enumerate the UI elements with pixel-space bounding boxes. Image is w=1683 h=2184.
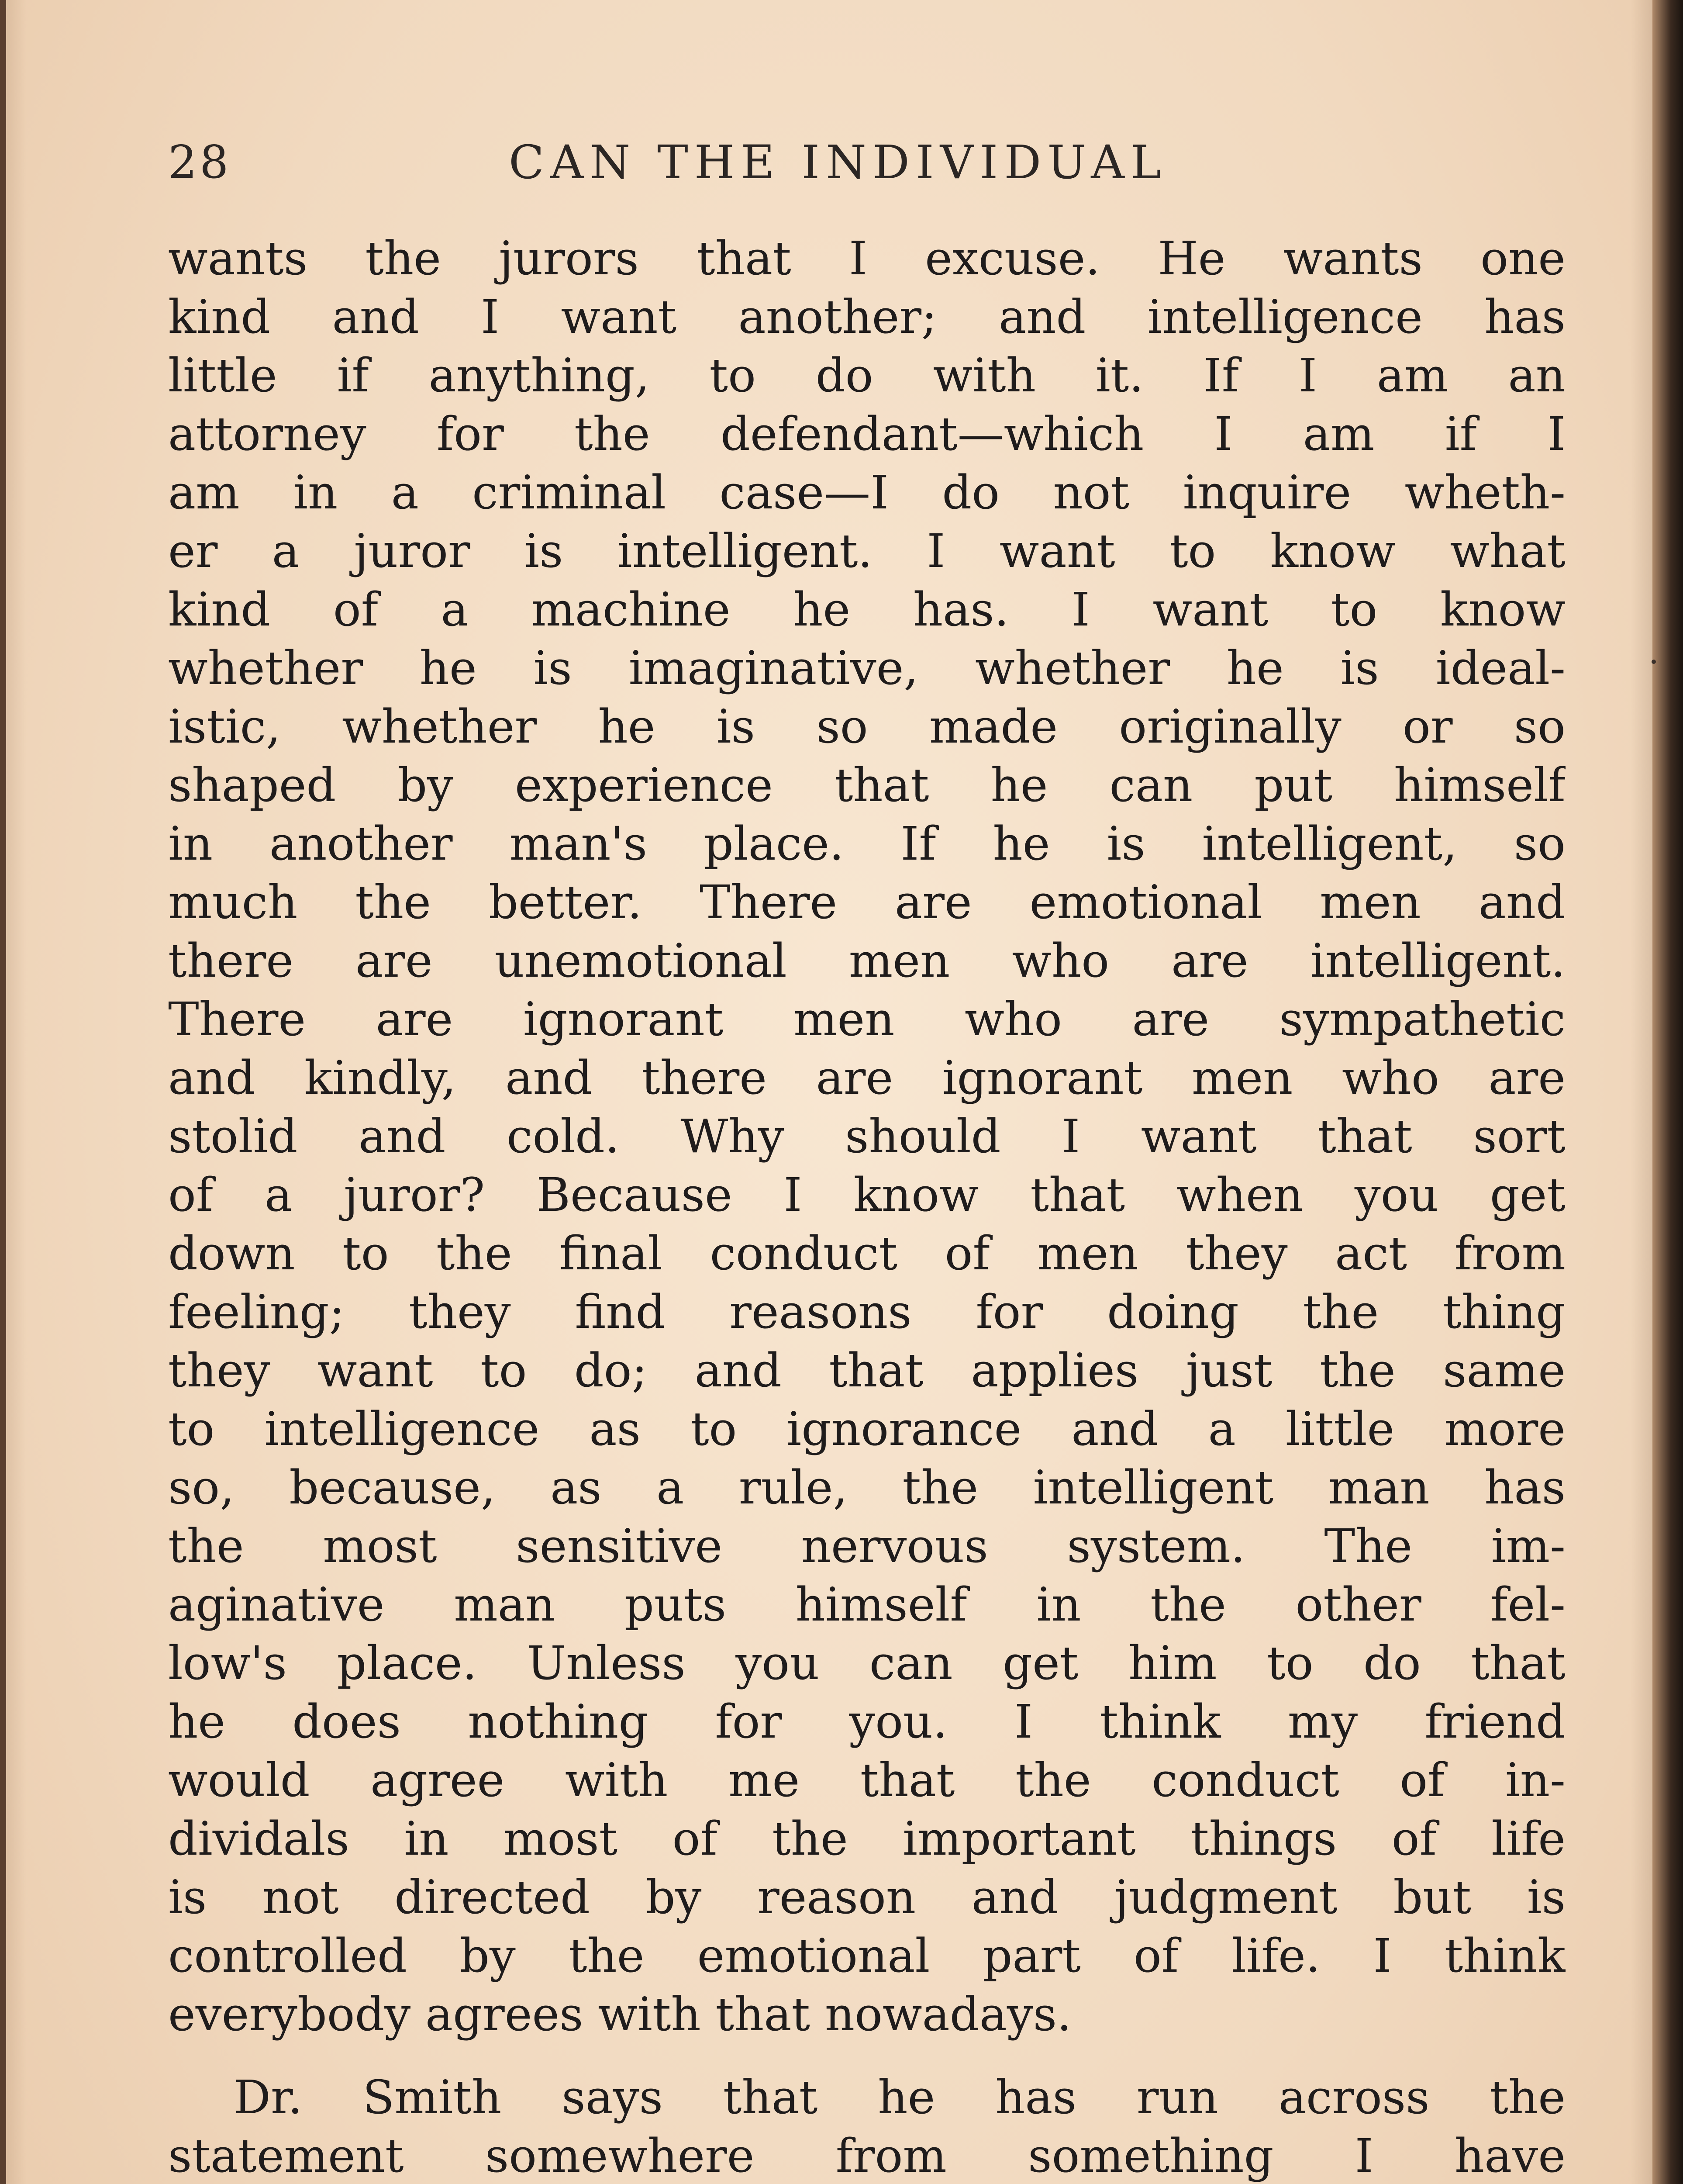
text-line: would agree with me that the conduct of in-: [168, 1753, 1566, 1807]
text-line: kind of a machine he has. I want to know: [168, 583, 1566, 636]
text-line: stolid and cold. Why should I want that sort: [168, 1109, 1566, 1163]
text-line: there are unemotional men who are intelligent.: [168, 934, 1566, 988]
running-title: CAN THE INDIVIDUAL: [509, 135, 1168, 189]
paragraph-gap: [168, 2044, 1566, 2068]
body-text: [168, 229, 1566, 2184]
paragraph-1: [168, 229, 1566, 2044]
text-line: wants the jurors that I excuse. He wants one: [168, 232, 1566, 285]
page-left-edge: [0, 0, 6, 2184]
text-line: down to the final conduct of men they act from: [168, 1227, 1566, 1280]
ink-speck: [1652, 660, 1656, 664]
text-line: attorney for the defendant—which I am if I: [168, 407, 1566, 461]
text-line: er a juror is intelligent. I want to know what: [168, 524, 1566, 578]
text-line: is not directed by reason and judgment but is: [168, 1870, 1566, 1924]
text-line: little if anything, to do with it. If I am an: [168, 349, 1566, 402]
running-head: [168, 135, 1566, 197]
text-line: statement somewhere from something I have: [168, 2129, 1566, 2183]
page-number: 28: [168, 135, 231, 189]
text-line: much the better. There are emotional men and: [168, 875, 1566, 929]
text-line: controlled by the emotional part of life. I think: [168, 1929, 1566, 1983]
text-line: and kindly, and there are ignorant men who are: [168, 1051, 1566, 1105]
text-line: aginative man puts himself in the other fel-: [168, 1578, 1566, 1631]
text-line: he does nothing for you. I think my friend: [168, 1695, 1566, 1749]
text-line: kind and I want another; and intelligence has: [168, 290, 1566, 344]
text-line: feeling; they find reasons for doing the thing: [168, 1285, 1566, 1339]
text-line: everybody agrees with that nowadays.: [168, 1987, 1072, 2041]
text-line: they want to do; and that applies just the same: [168, 1344, 1566, 1397]
book-spine-shadow: [1652, 0, 1683, 2184]
text-line: of a juror? Because I know that when you get: [168, 1168, 1566, 1222]
text-line: whether he is imaginative, whether he is ideal-: [168, 641, 1566, 695]
text-line: istic, whether he is so made originally or so: [168, 700, 1566, 753]
text-line: to intelligence as to ignorance and a little more: [168, 1402, 1566, 1456]
text-line: am in a criminal case—I do not inquire wheth-: [168, 466, 1566, 519]
text-line: shaped by experience that he can put himself: [168, 758, 1566, 812]
text-line: so, because, as a rule, the intelligent man has: [168, 1461, 1566, 1514]
paragraph-2: [168, 2068, 1566, 2184]
text-line: the most sensitive nervous system. The im-: [168, 1519, 1566, 1573]
text-line: in another man's place. If he is intelligent, so: [168, 817, 1566, 871]
text-line: low's place. Unless you can get him to do that: [168, 1636, 1566, 1690]
text-line: There are ignorant men who are sympathetic: [168, 992, 1566, 1046]
text-line: Dr. Smith says that he has run across the: [234, 2070, 1566, 2124]
text-line: dividals in most of the important things of life: [168, 1812, 1566, 1866]
